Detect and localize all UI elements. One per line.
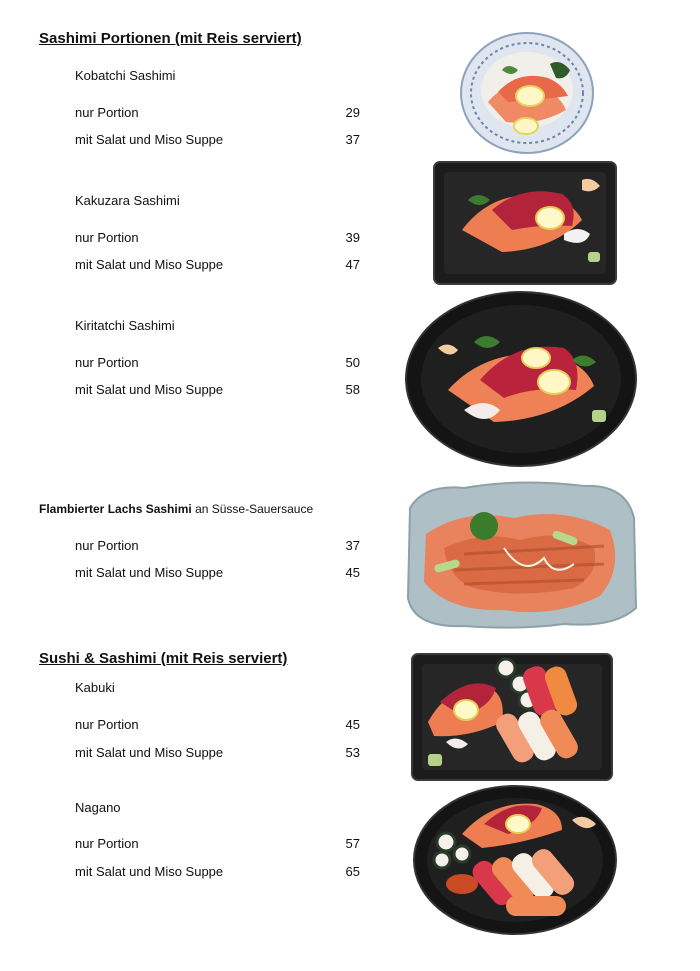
line-label: mit Salat und Miso Suppe — [75, 565, 224, 580]
kabuki-photo — [410, 652, 614, 782]
section-heading-sushi-sashimi: Sushi & Sashimi (mit Reis serviert) — [39, 650, 288, 667]
menu-item-name: Kiritatchi Sashimi — [75, 318, 175, 333]
line-label: nur Portion — [75, 538, 139, 553]
line-label: mit Salat und Miso Suppe — [75, 864, 224, 879]
line-label: mit Salat und Miso Suppe — [75, 745, 224, 760]
special-item-title — [39, 502, 313, 516]
nagano-photo — [412, 784, 618, 936]
line-label: nur Portion — [75, 836, 139, 851]
menu-item-name: Kakuzara Sashimi — [75, 193, 180, 208]
price: 53 — [345, 745, 360, 760]
price: 58 — [345, 382, 360, 397]
price: 50 — [345, 355, 360, 370]
menu-item-name: Kabuki — [75, 680, 115, 695]
menu-item-name: Nagano — [75, 800, 121, 815]
price: 29 — [345, 105, 360, 120]
line-label: mit Salat und Miso Suppe — [75, 257, 224, 272]
price: 37 — [345, 538, 360, 553]
line-label: nur Portion — [75, 717, 139, 732]
price: 65 — [345, 864, 360, 879]
price: 37 — [345, 132, 360, 147]
line-label: mit Salat und Miso Suppe — [75, 132, 224, 147]
price: 47 — [345, 257, 360, 272]
line-label: nur Portion — [75, 105, 139, 120]
section-heading-sashimi: Sashimi Portionen (mit Reis serviert) — [39, 30, 302, 47]
price: 39 — [345, 230, 360, 245]
flambierter-lachs-photo — [404, 478, 638, 632]
line-label: nur Portion — [75, 355, 139, 370]
kiritatchi-sashimi-photo — [404, 290, 638, 468]
line-label: nur Portion — [75, 230, 139, 245]
menu-item-name: Kobatchi Sashimi — [75, 68, 176, 83]
line-label: mit Salat und Miso Suppe — [75, 382, 224, 397]
price: 57 — [345, 836, 360, 851]
special-item-sauce: an Süsse-Sauersauce — [191, 502, 314, 516]
price: 45 — [345, 717, 360, 732]
special-item-name: Flambierter Lachs Sashimi — [39, 502, 192, 516]
kakuzara-sashimi-photo — [432, 160, 618, 286]
kobatchi-sashimi-photo — [458, 30, 596, 156]
price: 45 — [345, 565, 360, 580]
